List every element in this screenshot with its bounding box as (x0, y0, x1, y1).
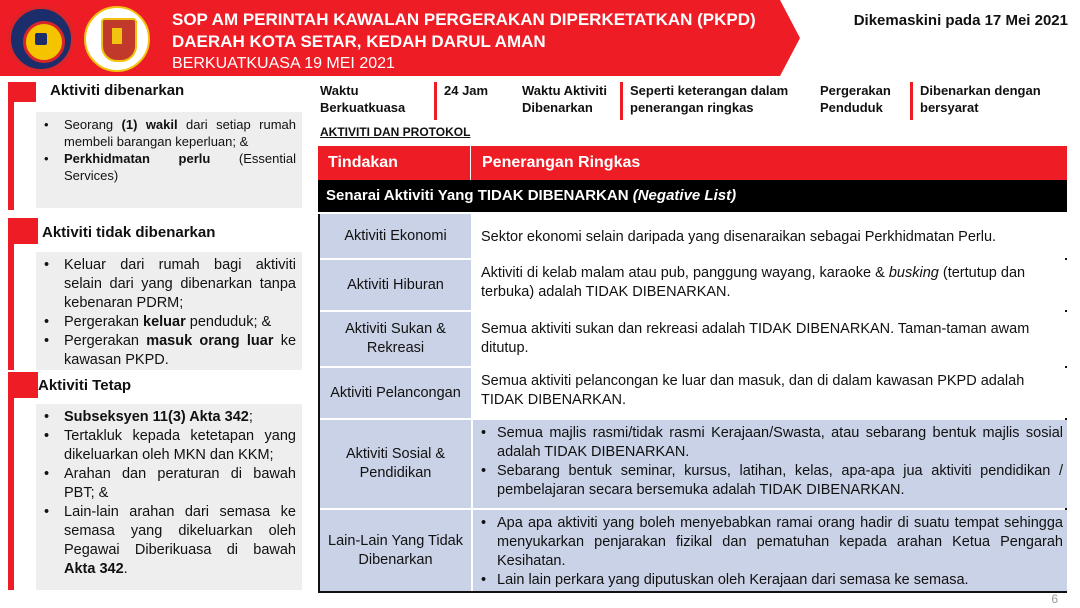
left-accent (8, 398, 14, 590)
table-row (320, 510, 1065, 591)
row-description: Semua aktiviti sukan dan rekreasi adalah TIDAK DIBENARKAN. Taman-taman awam ditutup. (473, 312, 1067, 366)
left-red-bar (8, 218, 38, 244)
protocol-label: AKTIVITI DAN PROTOKOL (320, 125, 471, 139)
row-action: Aktiviti Pelancongan (320, 368, 471, 418)
header-subtitle: BERKUATKUASA 19 MEI 2021 (172, 55, 395, 72)
column-header-action: Tindakan (328, 154, 398, 171)
row-description (473, 510, 1067, 591)
criteria-label: Waktu Berkuatkuasa (320, 83, 406, 115)
table-row (320, 368, 1065, 418)
row-description: Aktiviti di kelab malam atau pub, panggung wayang, karaoke & busking (tertutup dan terbuka) adalah TIDAK DIBENARKAN. (473, 260, 1067, 310)
table-row (320, 420, 1065, 508)
description-item: • Lain lain perkara yang diputuskan oleh Kerajaan dari semasa ke semasa. (481, 571, 1063, 590)
row-action: Lain-Lain Yang Tidak Dibenarkan (320, 510, 471, 591)
negative-list-banner: Senarai Aktiviti Yang TIDAK DIBENARKAN (Negative List) (318, 180, 1067, 212)
activities-table (318, 214, 1067, 593)
not-allowed-item: • Pergerakan keluar penduduk; & (42, 313, 296, 332)
not-allowed-item: • Keluar dari rumah bagi aktiviti selain dari yang dibenarkan tanpa kebenaran PDRM; (42, 256, 296, 313)
left-accent (8, 244, 14, 370)
column-divider (470, 146, 471, 180)
not-allowed-item: • Pergerakan masuk orang luar ke kawasan PKPD. (42, 332, 296, 370)
table-row (320, 214, 1065, 258)
left-accent (8, 102, 14, 210)
fixed-box (36, 404, 302, 590)
description-item: • Apa apa aktiviti yang boleh menyebabkan ramai orang hadir di suatu tempat sehingga menyukarkan penjarakan fizikal dan pematuhan kepada arahan Ketua Pengarah Kesihatan. (481, 514, 1063, 571)
row-action: Aktiviti Sukan & Rekreasi (320, 312, 471, 366)
row-action: Aktiviti Sosial & Pendidikan (320, 420, 471, 508)
header-title-line2: DAERAH KOTA SETAR, KEDAH DARUL AMAN (172, 32, 546, 51)
row-action: Aktiviti Ekonomi (320, 214, 471, 258)
row-action: Aktiviti Hiburan (320, 260, 471, 310)
criteria-value: 24 Jam (434, 82, 510, 120)
fixed-item: • Lain-lain arahan dari semasa ke semasa yang dikeluarkan oleh Pegawai Diberikuasa di bawah Akta 342. (42, 503, 296, 579)
row-description (473, 420, 1067, 508)
description-item: • Sebarang bentuk seminar, kursus, latihan, kelas, apa-apa jua aktiviti pendidikan / pembelajaran secara bersemuka adalah TIDAK DIBENARKAN. (481, 462, 1063, 500)
row-description: Sektor ekonomi selain daripada yang disenaraikan sebagai Perkhidmatan Perlu. (473, 214, 1067, 258)
column-header-description: Penerangan Ringkas (482, 154, 641, 171)
not-allowed-title: Aktiviti tidak dibenarkan (42, 224, 216, 241)
fixed-item: • Subseksyen 11(3) Akta 342; (42, 408, 296, 427)
criteria-label: Pergerakan Penduduk (820, 83, 891, 115)
updated-date: Dikemaskini pada 17 Mei 2021 (853, 12, 1068, 29)
allowed-title: Aktiviti dibenarkan (50, 82, 185, 99)
table-header (318, 146, 1067, 180)
header-title-line1: SOP AM PERINTAH KAWALAN PERGERAKAN DIPERKETATKAN (PKPD) (172, 10, 756, 29)
allowed-box (36, 112, 302, 208)
header-title (172, 9, 756, 53)
fixed-item: • Arahan dan peraturan di bawah PBT; & (42, 465, 296, 503)
criteria-value: Seperti keterangan dalam penerangan ringkas (620, 82, 810, 120)
criteria-label: Waktu Aktiviti Dibenarkan (522, 83, 607, 115)
mkn-logo-icon (8, 6, 74, 72)
table-row (320, 312, 1065, 366)
description-item: • Semua majlis rasmi/tidak rasmi Kerajaan/Swasta, atau sebarang bentuk majlis sosial adalah TIDAK DIBENARKAN. (481, 424, 1063, 462)
table-row (320, 260, 1065, 310)
fixed-item: • Tertakluk kepada ketetapan yang dikeluarkan oleh MKN dan KKM; (42, 427, 296, 465)
page-number: 6 (1051, 592, 1058, 606)
allowed-item: • Seorang (1) wakil dari setiap rumah membeli barangan keperluan; & (42, 116, 296, 150)
not-allowed-box (36, 252, 302, 370)
kedah-crest-icon (84, 6, 150, 72)
criteria-value: Dibenarkan dengan bersyarat (910, 82, 1070, 120)
left-red-bar (8, 372, 38, 398)
left-red-bar (8, 82, 36, 102)
row-description: Semua aktiviti pelancongan ke luar dan masuk, dan di dalam kawasan PKPD adalah TIDAK DIBENARKAN. (473, 368, 1067, 418)
allowed-item: • Perkhidmatan perlu (Essential Services) (42, 150, 296, 184)
fixed-title: Aktiviti Tetap (38, 377, 132, 394)
